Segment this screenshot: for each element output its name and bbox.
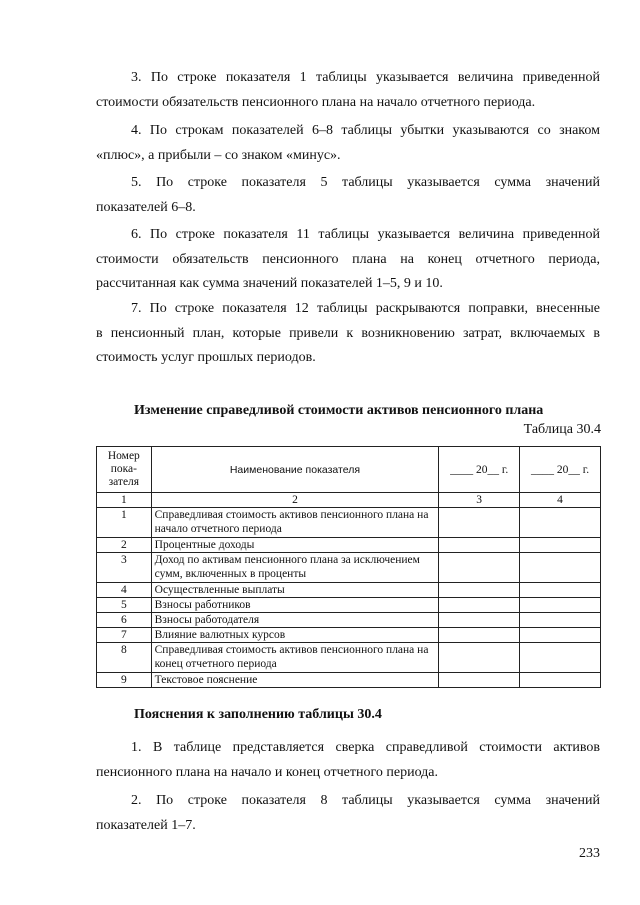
- row-value-1: [439, 628, 520, 643]
- column-number: 1: [97, 493, 152, 508]
- column-number: 4: [520, 493, 601, 508]
- table-row: [97, 613, 601, 628]
- table-row: [97, 673, 601, 688]
- row-value-1: [439, 613, 520, 628]
- row-name: Процентные доходы: [151, 538, 439, 553]
- row-name: Доход по активам пенсионного плана за исключением сумм, включенных в проценты: [151, 553, 439, 583]
- paragraph-4: [96, 119, 600, 168]
- row-number: 7: [97, 628, 152, 643]
- table-row: [97, 583, 601, 598]
- text-line: 1. В таблице представляется сверка справедливой стоимости активов: [131, 740, 600, 755]
- explanations-title: Пояснения к заполнению таблицы 30.4: [134, 707, 382, 722]
- table-row: [97, 508, 601, 538]
- row-value-2: [520, 598, 601, 613]
- row-name: Справедливая стоимость активов пенсионного плана на начало отчетного периода: [151, 508, 439, 538]
- row-value-1: [439, 553, 520, 583]
- row-value-1: [439, 643, 520, 673]
- text-line: 2. По строке показателя 8 таблицы указывается сумма значений: [131, 793, 600, 808]
- row-number: 8: [97, 643, 152, 673]
- row-value-2: [520, 673, 601, 688]
- assets-table: [96, 446, 601, 688]
- row-name: Справедливая стоимость активов пенсионного плана на конец отчетного периода: [151, 643, 439, 673]
- row-value-2: [520, 613, 601, 628]
- row-name: Взносы работников: [151, 598, 439, 613]
- column-number: 2: [151, 493, 439, 508]
- text-line: стоимости обязательств пенсионного плана на конец отчетного периода,: [96, 251, 600, 267]
- row-value-1: [439, 598, 520, 613]
- table-row: [97, 598, 601, 613]
- header-period-1: ____ 20__ г.: [439, 447, 520, 493]
- row-number: 1: [97, 508, 152, 538]
- row-value-2: [520, 643, 601, 673]
- header-period-2: ____ 20__ г.: [520, 447, 601, 493]
- page-number: 233: [579, 846, 600, 861]
- row-name: Осуществленные выплаты: [151, 583, 439, 598]
- text-line: стоимость услуг прошлых периодов.: [96, 350, 316, 365]
- header-number-text: Номер пока-зателя: [107, 450, 140, 488]
- text-line: показателей 6–8.: [96, 199, 196, 215]
- text-line: пенсионного плана на начало и конец отчетного периода.: [96, 764, 439, 780]
- row-value-1: [439, 508, 520, 538]
- text-line: показателей 1–7.: [96, 817, 196, 833]
- text-line: 3. По строке показателя 1 таблицы указывается величина приведенной: [131, 70, 600, 85]
- text-line: 7. По строке показателя 12 таблицы раскрываются поправки, внесенные: [131, 301, 600, 316]
- explanation-2: [96, 789, 600, 838]
- row-number: 9: [97, 673, 152, 688]
- explanation-1: [96, 736, 600, 785]
- paragraph-5: [96, 171, 600, 220]
- row-number: 6: [97, 613, 152, 628]
- column-number: 3: [439, 493, 520, 508]
- row-number: 5: [97, 598, 152, 613]
- table-caption: Таблица 30.4: [523, 422, 601, 437]
- header-name: Наименование показателя: [151, 447, 439, 493]
- row-name: Взносы работодателя: [151, 613, 439, 628]
- row-value-2: [520, 538, 601, 553]
- row-value-2: [520, 553, 601, 583]
- text-line: рассчитанная как сумма значений показателей 1–5, 9 и 10.: [96, 276, 443, 291]
- section-title: Изменение справедливой стоимости активов пенсионного плана: [134, 403, 544, 418]
- paragraph-7: [96, 297, 600, 371]
- row-value-1: [439, 583, 520, 598]
- table-row: [97, 628, 601, 643]
- paragraph-6: [96, 223, 600, 297]
- header-number: [97, 447, 152, 493]
- text-line: стоимости обязательств пенсионного плана на начало отчетного периода.: [96, 94, 536, 110]
- text-line: «плюс», а прибыли – со знаком «минус».: [96, 147, 341, 163]
- row-value-2: [520, 628, 601, 643]
- row-value-1: [439, 673, 520, 688]
- text-line: 6. По строке показателя 11 таблицы указывается величина приведенной: [131, 227, 600, 242]
- row-value-2: [520, 583, 601, 598]
- text-line: в пенсионный план, которые привели к возникновению затрат, включаемых в: [96, 325, 600, 341]
- row-name: Текстовое пояснение: [151, 673, 439, 688]
- text-line: 5. По строке показателя 5 таблицы указывается сумма значений: [131, 175, 600, 190]
- row-number: 4: [97, 583, 152, 598]
- row-value-2: [520, 508, 601, 538]
- table-row: [97, 553, 601, 583]
- row-number: 2: [97, 538, 152, 553]
- row-value-1: [439, 538, 520, 553]
- table-row: [97, 538, 601, 553]
- row-name: Влияние валютных курсов: [151, 628, 439, 643]
- row-number: 3: [97, 553, 152, 583]
- paragraph-3: [96, 66, 600, 115]
- table-row: [97, 643, 601, 673]
- text-line: 4. По строкам показателей 6–8 таблицы убытки указываются со знаком: [131, 123, 600, 138]
